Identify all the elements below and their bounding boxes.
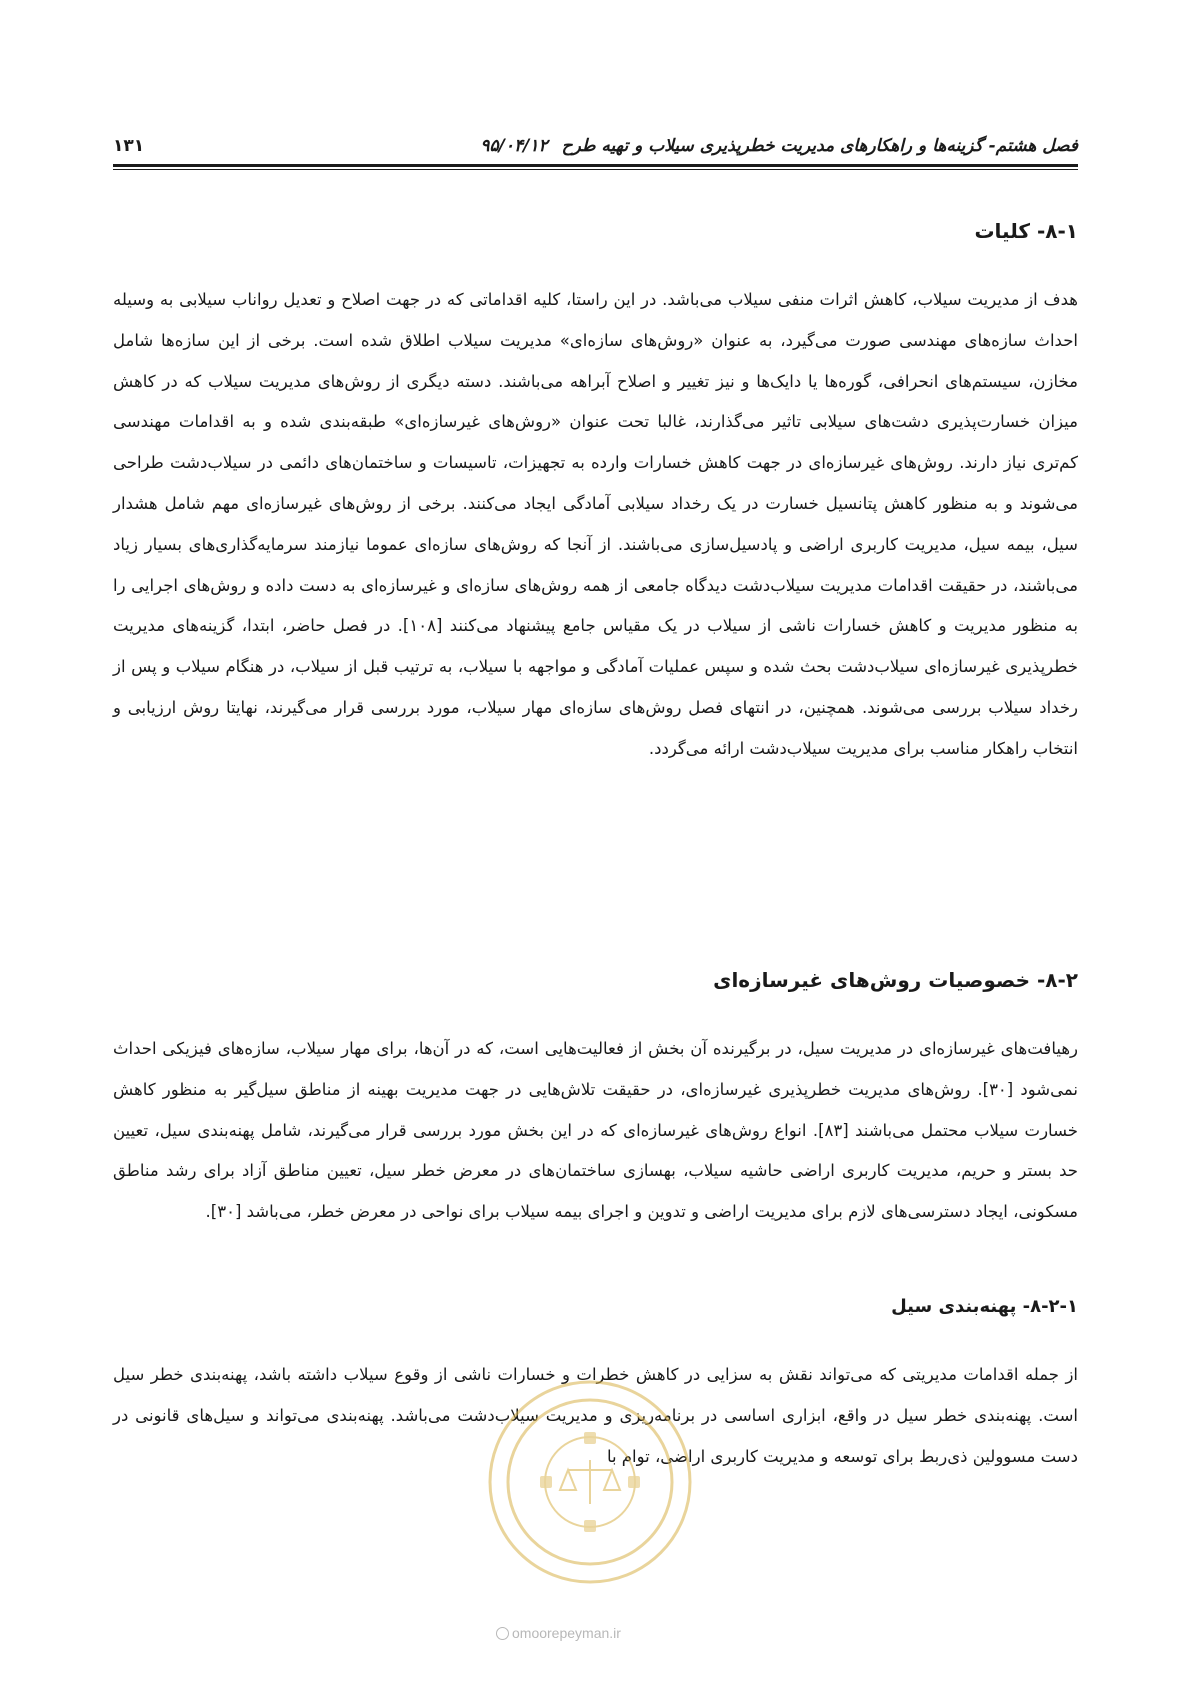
paragraph-overview: هدف از مدیریت سیلاب، کاهش اثرات منفی سیلاب می‌باشد. در این راستا، کلیه اقداماتی که در جهت اصلاح و تعدیل رواناب سیلابی به وسیله احداث سازه‌های مهندسی صورت می‌گیرد، به عنوان «روش‌های سازه‌ای» مدیریت سیلاب اطلاق شده است. برخی از این سازه‌ها شامل مخازن، سیستم‌های انحرافی، گوره‌ها یا دایک‌ها و نیز تغییر و اصلاح آبراهه می‌باشند. دسته دیگری از روش‌های مدیریت سیلاب که در کاهش میزان خسارت‌پذیری دشت‌های سیلابی تاثیر می‌گذارند، غالبا تحت عنوان «روش‌های غیرسازه‌ای» طبقه‌بندی شده و به اقدامات مهندسی کم‌تری نیاز دارند. روش‌های غیرسازه‌ای در جهت کاهش خسارات وارده به تجهیزات، تاسیسات و ساختمان‌های دائمی در سیلاب‌دشت طراحی می‌شوند و به منظور کاهش پتانسیل خسارت در یک رخداد سیلابی آمادگی ایجاد می‌کنند. برخی از روش‌های غیرسازه‌ای مهم شامل هشدار سیل، بیمه سیل، مدیریت کاربری اراضی و پادسیل‌سازی می‌باشند. از آنجا که روش‌های سازه‌ای عموما نیازمند سرمایه‌گذاری‌های بسیار زیاد می‌باشند، در حقیقت اقدامات مدیریت سیلاب‌دشت دیدگاه جامعی از همه روش‌های سازه‌ای و غیرسازه‌ای به دست داده و روش‌های اجرایی را به منظور مدیریت و کاهش خسارات ناشی از سیلاب در یک مقیاس جامع پیشنهاد می‌کنند [۱۰۸]. در فصل حاضر، ابتدا، گزینه‌های مدیریت خطرپذیری غیرسازه‌ای سیلاب‌دشت بحث شده و سپس عملیات آمادگی و مواجهه با سیلاب، به ترتیب قبل از سیلاب، در هنگام سیلاب و پس از رخداد سیلاب بررسی می‌شوند. همچنین، در انتهای فصل روش‌های سازه‌ای مهار سیلاب، مورد بررسی قرار می‌گیرند، نهایتا روش ارزیابی و انتخاب راهکار مناسب برای مدیریت سیلاب‌دشت ارائه می‌گردد. xyxy=(113,290,1078,758)
section-heading-nonstructural: ۸-۲- خصوصیات روش‌های غیرسازه‌ای xyxy=(713,968,1078,992)
section-heading-overview: ۸-۱- کلیات xyxy=(974,219,1078,243)
paragraph-nonstructural: رهیافت‌های غیرسازه‌ای در مدیریت سیل، در برگیرنده آن بخش از فعالیت‌هایی است، که در آن‌ها، برای مهار سیلاب، سازه‌های فیزیکی احداث نمی‌شود [۳۰]. روش‌های مدیریت خطرپذیری غیرسازه‌ای، در حقیقت تلاش‌هایی در جهت مدیریت بهینه از مناطق سیل‌گیر به منظور کاهش خسارت سیلاب محتمل می‌باشند [۸۳]. انواع روش‌های غیرسازه‌ای که در این بخش مورد بررسی قرار می‌گیرند، شامل پهنه‌بندی سیل، تعیین حد بستر و حریم، مدیریت کاربری اراضی حاشیه سیلاب، بهسازی ساختمان‌های در معرض خطر سیل، تعیین مناطق آزاد برای رشد مناطق مسکونی، ایجاد دسترسی‌های لازم برای مدیریت اراضی و تدوین و اجرای بیمه سیلاب برای نواحی در معرض خطر، می‌باشد [۳۰]. xyxy=(113,1039,1079,1222)
watermark-url-text: omoorepeyman.ir xyxy=(512,1625,621,1641)
header-title-text: فصل هشتم- گزینه‌ها و راهکارهای مدیریت خطرپذیری سیلاب و تهیه طرح xyxy=(561,136,1078,156)
paragraph-flood-zoning: از جمله اقدامات مدیریتی که می‌تواند نقش به سزایی در کاهش خطرات و خسارات ناشی از وقوع سیلاب داشته باشد، پهنه‌بندی خطر سیل است. پهنه‌بندی خطر سیل در واقع، ابزاری اساسی در برنامه‌ریزی و مدیریت سیلاب‌دشت می‌باشد. پهنه‌بندی می‌تواند و سیل‌های قانونی در دست مسوولین ذی‌ربط برای توسعه و مدیریت کاربری اراضی، توام با xyxy=(113,1365,1078,1466)
header-title xyxy=(480,136,1078,156)
watermark-url xyxy=(496,1625,696,1641)
header-rule xyxy=(113,164,1078,167)
header-date: ۹۵/۰۴/۱۲ xyxy=(480,136,548,156)
running-header xyxy=(113,128,1078,164)
subsection-heading-flood-zoning: ۸-۲-۱- پهنه‌بندی سیل xyxy=(891,1296,1078,1317)
at-icon xyxy=(496,1627,509,1640)
page-number: ۱۳۱ xyxy=(113,136,145,156)
